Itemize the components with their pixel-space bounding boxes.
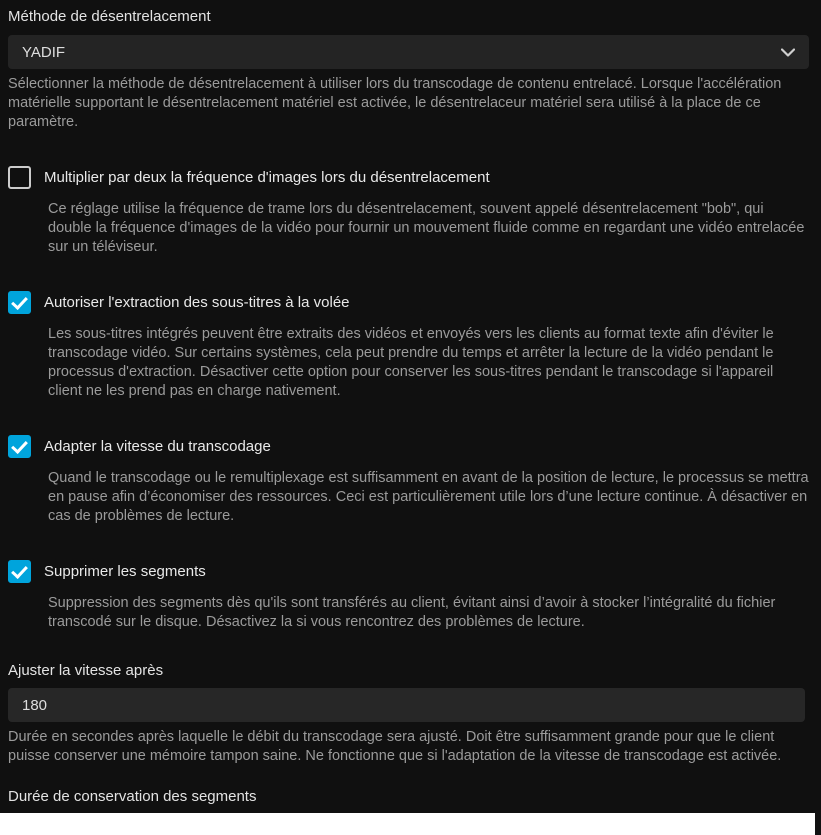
throttle-after-label: Ajuster la vitesse après: [8, 662, 164, 679]
delete-segments-row: [8, 560, 809, 583]
subtitle-extraction-description: Les sous-titres intégrés peuvent être extraits des vidéos et envoyés vers les clients au format texte afin d'éviter le transcodage vidéo. Sur certains systèmes, cela peut prendre du temps et arrêter la lecture de la vidéo pendant le processus d'extraction. Désactiver cette option pour conserver les sous-titres pendant le transcodage si l'appareil client ne les prend pas en charge nativement.: [48, 326, 774, 399]
double-framerate-description: Ce réglage utilise la fréquence de trame lors du désentrelacement, souvent appelé désentrelacement "bob", qui double la fréquence d'images de la vidéo pour fournir un mouvement fluide comme en regardant une vidéo entrelacée sur un téléviseur.: [48, 201, 805, 255]
subtitle-extraction-checkbox[interactable]: [8, 291, 31, 314]
chevron-down-icon: [781, 48, 795, 57]
deinterlace-method-label: Méthode de désentrelacement: [8, 8, 211, 25]
subtitle-extraction-label[interactable]: Autoriser l'extraction des sous-titres à la volée: [44, 294, 350, 311]
page-edge-strip: [815, 810, 821, 835]
throttle-transcoding-label[interactable]: Adapter la vitesse du transcodage: [44, 438, 271, 455]
throttle-after-group: [8, 662, 809, 766]
double-framerate-label[interactable]: Multiplier par deux la fréquence d'images lors du désentrelacement: [44, 169, 490, 186]
delete-segments-setting: [8, 560, 809, 632]
throttle-after-description: Durée en secondes après laquelle le débit du transcodage sera ajusté. Doit être suffisamment grande pour que le client puisse conserver une mémoire tampon saine. Ne fonctionne que si l'adaptation de la vitesse de transcodage est activée.: [8, 729, 782, 764]
delete-segments-description: Suppression des segments dès qu'ils sont transférés au client, évitant ainsi d’avoir à stocker l’intégralité du fichier transcodé sur le disque. Désactivez la si vous rencontrez des problèmes de lecture.: [48, 595, 776, 630]
double-framerate-checkbox[interactable]: [8, 166, 31, 189]
throttle-transcoding-description: Quand le transcodage ou le remultiplexage est suffisamment en avant de la position de lecture, le processus se mettra en pause afin d’économiser des ressources. Ceci est particulièrement utile lors d’une lecture continue. À désactiver en cas de problèmes de lecture.: [48, 470, 809, 524]
deinterlace-method-description: Sélectionner la méthode de désentrelacement à utiliser lors du transcodage de contenu entrelacé. Lorsque l'accélération matérielle supportant le désentrelacement matériel est activée, le désentrelaceur matériel sera utilisé à la place de ce paramètre.: [8, 76, 782, 130]
checkmark-icon: [11, 561, 28, 578]
checkmark-icon: [11, 292, 28, 309]
delete-segments-checkbox[interactable]: [8, 560, 31, 583]
subtitle-extraction-row: [8, 291, 809, 314]
double-framerate-row: [8, 166, 809, 189]
throttle-after-input[interactable]: [8, 688, 805, 722]
subtitle-extraction-setting: [8, 291, 809, 401]
segment-keep-label: Durée de conservation des segments: [8, 788, 257, 805]
delete-segments-label[interactable]: Supprimer les segments: [44, 563, 206, 580]
deinterlace-method-select[interactable]: [8, 35, 809, 69]
throttle-transcoding-row: [8, 435, 809, 458]
deinterlace-method-group: [8, 8, 809, 132]
double-framerate-setting: [8, 166, 809, 257]
deinterlace-method-value: YADIF: [22, 43, 66, 61]
throttle-transcoding-setting: [8, 435, 809, 526]
checkmark-icon: [11, 436, 28, 453]
throttle-transcoding-checkbox[interactable]: [8, 435, 31, 458]
